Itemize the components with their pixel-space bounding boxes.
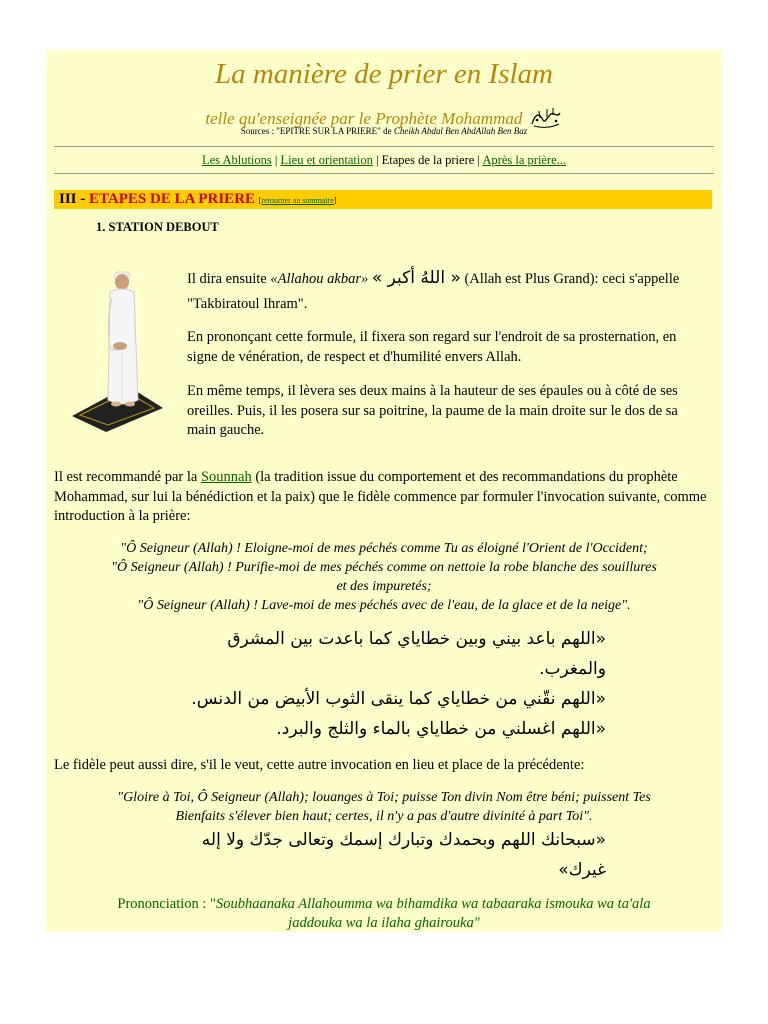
- sources-de: de: [380, 126, 394, 136]
- nav-current-etapes: Etapes de la priere: [381, 153, 475, 167]
- chapter-nav: [46, 153, 722, 168]
- divider-top: [54, 146, 714, 147]
- nav-separator: |: [372, 153, 382, 167]
- sounnah-link[interactable]: Sounnah: [200, 469, 252, 485]
- nav-link-lieu-orientation[interactable]: Lieu et orientation: [280, 153, 373, 167]
- allahou-akbar-transliteration: «Allahou akbar»: [270, 271, 369, 287]
- invocation-arabic-2: «سبحانك اللهم وبحمدك وتبارك إسمك وتعالى جدّك ولا إله غيرك»: [201, 830, 606, 880]
- standing-prayer-figure: [70, 262, 164, 434]
- section-title: ETAPES DE LA PRIERE: [89, 191, 256, 207]
- sources-work: "EPITRE SUR LA PRIERE": [276, 126, 381, 136]
- nav-separator: |: [474, 153, 483, 167]
- pronunciation-label: Prononciation : ": [117, 896, 216, 912]
- sources-line: [46, 126, 722, 136]
- invocation-french-1: "Ô Seigneur (Allah) ! Eloigne-moi de mes péchés comme Tu as éloigné l'Orient de l'Occident; "Ô Seigneur (Allah) ! Purifie-moi de mes péchés comme on nettoie la robe blanche des souillures et des impuretés; "Ô Seigneur (Allah) ! Lave-moi de mes péchés avec de l'eau, de la glace et de la neige".: [111, 541, 657, 613]
- nav-separator: |: [271, 153, 281, 167]
- page-title: La manière de prier en Islam: [214, 58, 554, 90]
- paragraph-mains: En même temps, il lèvera ses deux mains à la hauteur de ses épaules ou à côté de ses oreilles. Puis, il les posera sur sa poitrine, la paume de la main droite sur le dos de sa main gauche.: [187, 383, 678, 438]
- content-panel: [46, 50, 722, 932]
- paragraph-allahou-akbar: Il dira ensuite «Allahou akbar» « اللهُ أكبر » (Allah est Plus Grand): ceci s'appelle "Takbiratoul Ihram".: [187, 268, 680, 312]
- paragraph-sounnah: Il est recommandé par la Sounnah (la tradition issue du comportement et des recommandations du prophète Mohammad, sur lui la bénédiction et la paix) que le fidèle commence par formuler l'invocation suivante, comme introduction à la prière:: [54, 469, 707, 524]
- nav-link-apres-priere[interactable]: Après la prière...: [482, 153, 567, 167]
- step-title: 1. STATION DEBOUT: [96, 220, 219, 234]
- pronunciation: Prononciation : "Soubhaanaka Allahoumma wa bihamdika wa tabaaraka ismouka wa ta'ala jaddouka wa la ilaha ghairouka": [117, 896, 651, 931]
- sources-author: Cheikh Abdul Ben AbdAllah Ben Baz: [393, 126, 528, 136]
- invocation-arabic-1: «اللهم باعد بيني وبين خطاياي كما باعدت بين المشرق والمغرب. «اللهم نقّني من خطاياي كما ينقى الثوب الأبيض من الدنس. «اللهم اغسلني من خطاياي بالماء والثلج والبرد.: [191, 629, 606, 739]
- subtitle-text: telle qu'enseignée par le Prophète Mohammad: [205, 109, 523, 128]
- back-to-summary: [retourner au sommaire]: [258, 196, 337, 205]
- divider-bottom: [54, 173, 714, 174]
- sources-prefix: Sources :: [240, 126, 277, 136]
- back-to-summary-link[interactable]: retourner au sommaire: [261, 196, 334, 205]
- paragraph-regard: En prononçant cette formule, il fixera son regard sur l'endroit de sa prosternation, en signe de vénération, de respect et d'humilité envers Allah.: [187, 329, 677, 365]
- paragraph-autre-invocation: Le fidèle peut aussi dire, s'il le veut, cette autre invocation en lieu et place de la précédente:: [54, 757, 585, 773]
- section-number: III -: [59, 191, 90, 207]
- nav-link-ablutions[interactable]: Les Ablutions: [201, 153, 272, 167]
- allahou-akbar-arabic: « اللهُ أكبر »: [371, 268, 461, 288]
- section-header-bar: [54, 190, 712, 209]
- invocation-french-2: "Gloire à Toi, Ô Seigneur (Allah); louanges à Toi; puisse Ton divin Nom être béni; puissent Tes Bienfaits s'élever bien haut; certes, il n'y a pas d'autre divinité à part Toi".: [117, 790, 651, 824]
